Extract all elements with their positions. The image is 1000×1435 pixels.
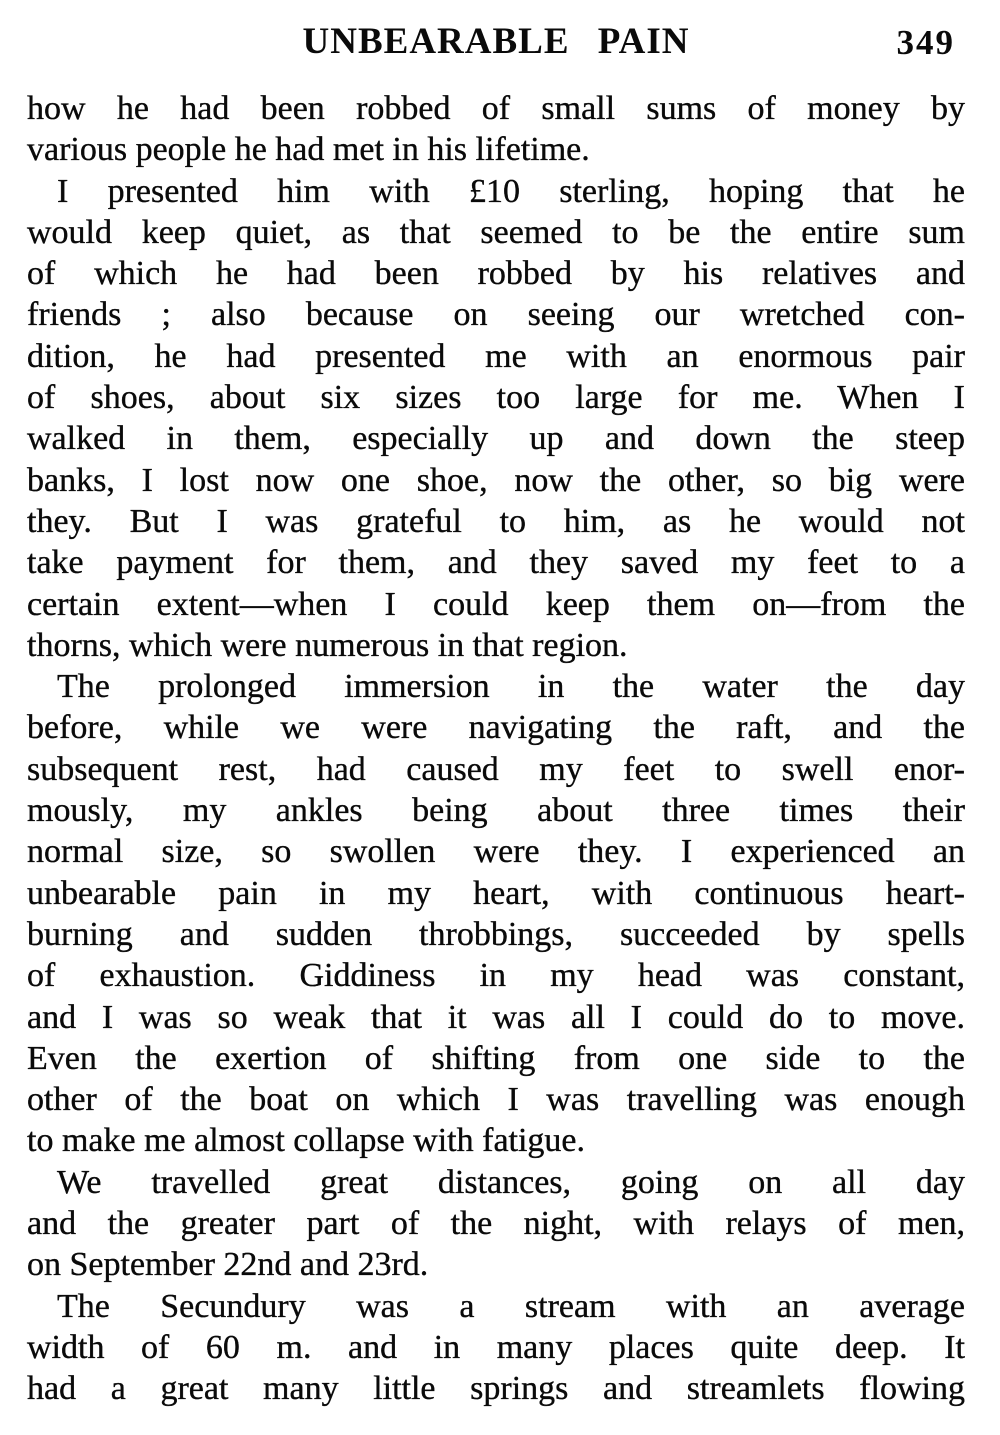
text-line: of which he had been robbed by his relatives and: [27, 255, 965, 293]
text-line: had a great many little springs and streamlets flowing: [27, 1370, 965, 1408]
text-line: Even the exertion of shifting from one side to the: [27, 1039, 965, 1077]
page-number: 349: [896, 23, 955, 62]
page-header: [27, 20, 965, 68]
text-line: other of the boat on which I was travelling was enough: [27, 1081, 965, 1119]
text-line: they. But I was grateful to him, as he would not: [27, 502, 965, 540]
text-line: I presented him with £10 sterling, hoping that he: [57, 172, 965, 210]
text-line: certain extent—when I could keep them on—from the: [27, 585, 965, 623]
text-line: how he had been robbed of small sums of money by: [27, 90, 965, 127]
text-line: of shoes, about six sizes too large for me. When I: [27, 379, 965, 417]
text-line: would keep quiet, as that seemed to be the entire sum: [27, 213, 965, 251]
text-line: thorns, which were numerous in that region.: [27, 626, 628, 664]
text-line: walked in them, especially up and down the steep: [27, 420, 965, 458]
text-line: The Secundury was a stream with an average: [57, 1287, 965, 1325]
text-line: The prolonged immersion in the water the day: [57, 668, 965, 706]
text-line: burning and sudden throbbings, succeeded by spells: [27, 915, 965, 953]
text-line: normal size, so swollen were they. I experienced an: [27, 833, 965, 871]
text-line: mously, my ankles being about three times their: [27, 792, 965, 830]
text-line: We travelled great distances, going on all day: [57, 1163, 965, 1201]
text-line: and I was so weak that it was all I could do to move.: [27, 998, 965, 1036]
text-line: banks, I lost now one shoe, now the other, so big were: [27, 461, 965, 499]
text-line: take payment for them, and they saved my feet to a: [27, 544, 965, 582]
text-line: various people he had met in his lifetime.: [27, 131, 590, 169]
text-line: friends ; also because on seeing our wretched con-: [27, 296, 965, 334]
text-line: subsequent rest, had caused my feet to swell enor-: [27, 750, 965, 788]
text-line: on September 22nd and 23rd.: [27, 1246, 429, 1284]
text-line: width of 60 m. and in many places quite deep. It: [27, 1328, 965, 1366]
text-line: unbearable pain in my heart, with continuous heart-: [27, 874, 965, 912]
page-body: [27, 88, 965, 1410]
text-line: of exhaustion. Giddiness in my head was constant,: [27, 957, 965, 995]
text-line: before, while we were navigating the raft, and the: [27, 709, 965, 747]
text-line: and the greater part of the night, with relays of men,: [27, 1205, 965, 1243]
running-title: UNBEARABLE PAIN: [302, 21, 690, 62]
text-line: to make me almost collapse with fatigue.: [27, 1122, 586, 1160]
text-line: dition, he had presented me with an enormous pair: [27, 337, 965, 375]
